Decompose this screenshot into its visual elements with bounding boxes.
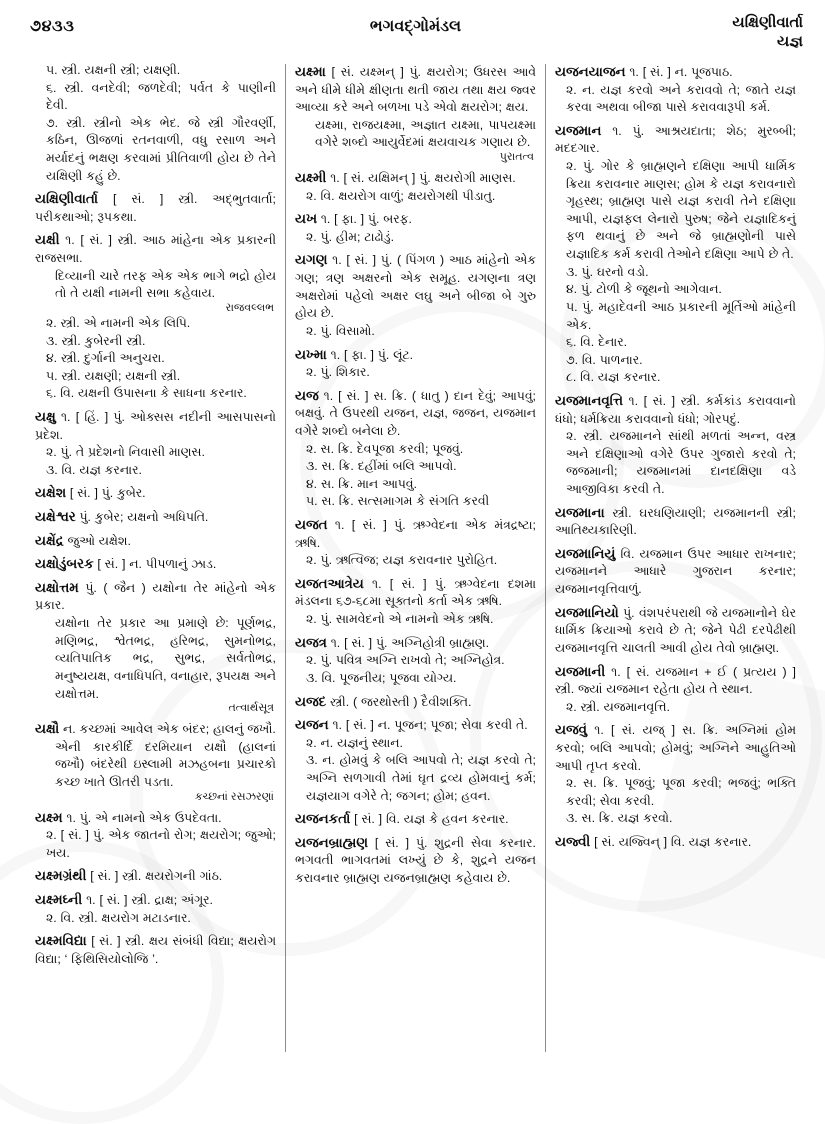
entry-sense: ૮. વિ. યજ્ઞ કરનાર. bbox=[566, 370, 661, 385]
headword: યક્ષિણીવાર્તા bbox=[35, 191, 99, 207]
entry-headword-line bbox=[555, 503, 796, 540]
headword: યક્ષૌ bbox=[35, 721, 60, 737]
entry-sense: ૨. સ્ત્રી. યજમાનવૃત્તિ. bbox=[566, 699, 670, 714]
entry-headword-line bbox=[35, 531, 276, 551]
dictionary-entry bbox=[555, 603, 796, 658]
headword: યજવું bbox=[555, 722, 587, 738]
dictionary-entry bbox=[555, 720, 796, 828]
entry-headword-line bbox=[555, 720, 796, 775]
running-head-main: યક્ષિણીવાર્તા bbox=[732, 14, 803, 31]
dictionary-entry bbox=[35, 483, 276, 503]
dictionary-entry bbox=[35, 554, 276, 574]
headword: યક્ષ્મા bbox=[295, 64, 326, 79]
entry-sense: ૪. સ. ક્રિ. માન આપવું. bbox=[306, 476, 417, 491]
definition-text: ૧. [ સં. ] સ્ત્રી. દ્રાક્ષ; અંગૂર. bbox=[82, 892, 213, 907]
source-attribution: રાજવલ્લભ bbox=[225, 301, 274, 314]
dictionary-entry bbox=[295, 515, 536, 570]
headword: યજનકર્તા bbox=[295, 811, 351, 827]
definition-text: [ સં. યજ્વિન્ ] વિ. યજ્ઞ કરનાર. bbox=[590, 834, 752, 849]
definition-text: [ સં. ] સ્ત્રી. ક્ષય સંબંધી વિદ્યા; ક્ષયરોગ વિદ્યા; ‘ ફિથિસિયોલોજિ ’. bbox=[35, 934, 276, 966]
entry-headword-line bbox=[555, 544, 796, 599]
entry-sense: ૨. વિ. સ્ત્રી. ક્ષયરોગ મટાડનાર. bbox=[46, 910, 191, 925]
entry-sense: ૩. ન. હોમવું કે બલિ આપવો તે; યજ્ઞ કરવો તે; અગ્નિ સળગાવી તેમાં ઘૃત દ્રવ્ય હોમવાનું કર્મ; યજ્ઞયાગ વગેરે તે; જગન; હોમ; હવન. bbox=[306, 753, 536, 803]
dictionary-entry bbox=[295, 250, 536, 340]
entry-headword-line bbox=[35, 507, 276, 527]
column-divider bbox=[285, 64, 286, 1052]
entry-headword-line bbox=[35, 808, 276, 828]
column-divider bbox=[545, 64, 546, 1052]
entry-sense: ૫. પું. મહાદેવની આઠ પ્રકારની મૂર્તિઓ માંહેની એક. bbox=[566, 299, 796, 332]
entry-sense: ૨. પું. સામવેદનો એ નામનો એક ઋષિ. bbox=[306, 612, 494, 627]
running-head-sub: યજ્ઞ bbox=[776, 32, 803, 50]
dictionary-entry bbox=[35, 719, 276, 803]
entry-sense: ૨. પું. ગોર કે બ્રાહ્મણને દક્ષિણા આપી ધાર્મિક ક્રિયા કરાવનાર માણસ; હોમ કે યજ્ઞ કરાવનારો ગૃહસ્થ; બ્રાહ્મણ પાસે યજ્ઞ કરાવી તેને દક્ષિણા આપી, યજ્ઞફલ લેનારો પુરુષ; જેને યજ્ઞાદિકનું ફળ થવાનું છે અને જે બ્રાહ્મણોની પાસે યજ્ઞાદિક કર્મ કરાવી તેઓને દક્ષિણા આપે છે તે. bbox=[566, 159, 796, 262]
dictionary-entry bbox=[295, 345, 536, 382]
headword: યજનબ્રાહ્મણ bbox=[295, 834, 368, 850]
dictionary-entry bbox=[295, 209, 536, 246]
dictionary-entry bbox=[295, 633, 536, 688]
entry-sense: ૫. સ્ત્રી. યક્ષની સ્ત્રી; યક્ષણી. bbox=[46, 63, 181, 77]
headword: યજનયાજન bbox=[555, 64, 626, 79]
entry-headword-line bbox=[295, 386, 536, 441]
dictionary-entry bbox=[555, 662, 796, 717]
definition-text: પું. કુબેર; યક્ષનો અધિપતિ. bbox=[75, 510, 209, 525]
column-3 bbox=[546, 62, 805, 1052]
entry-sense: ૪. પું. ટોળી કે જૂથનો આગેવાન. bbox=[566, 282, 722, 297]
entry-headword-line bbox=[295, 345, 536, 365]
headword: યજમાની bbox=[555, 663, 606, 679]
dictionary-entry bbox=[295, 692, 536, 712]
dictionary-entry bbox=[35, 931, 276, 968]
headword: યજમાન bbox=[555, 122, 602, 138]
entry-sense: ૬. વિ. યક્ષની ઉપાસના કે સાધના કરનાર. bbox=[46, 386, 247, 401]
entry-sense: ૭. વિ. પાળનાર. bbox=[566, 352, 643, 367]
dictionary-entry bbox=[555, 544, 796, 599]
entry-headword-line bbox=[555, 62, 796, 82]
entry-sense: ૫. સ્ત્રી. યક્ષણી; યક્ષની સ્ત્રી. bbox=[46, 368, 181, 383]
headword: યક્ષેંદ્ર bbox=[35, 532, 64, 548]
entry-sense: ૭. સ્ત્રી. સ્ત્રીનો એક ભેદ. જે સ્ત્રી ગૌરવર્ણી, કઠિન, ઊજળાં રતનવાળી, વધુ રસાળ અને મર્યાદનું ભક્ષણ કરવામાં પ્રીતિવાળી હોય છે તેને યક્ષિણી કહું છે. bbox=[46, 115, 276, 183]
entry-headword-line bbox=[35, 890, 276, 910]
headword: યખ્મા bbox=[295, 346, 327, 362]
dictionary-entry bbox=[555, 121, 796, 387]
headword: યજમાના bbox=[555, 504, 605, 520]
headword: યક્ષ્મી bbox=[295, 170, 327, 186]
definition-text: વિ. યજમાન ઉપર આધાર રાખનાર; યજમાનને આધારે ગુજરાન કરનાર; યજમાનવૃત્તિવાળું. bbox=[555, 546, 796, 597]
entry-headword-line bbox=[555, 391, 796, 428]
entry-headword-line bbox=[295, 833, 536, 888]
entry-headword-line bbox=[35, 866, 276, 886]
entry-sense: ૨. વિ. ક્ષયરોગ વાળું; ક્ષયરોગથી પીડાતુ. bbox=[306, 188, 496, 203]
definition-text: ન. કચ્છમાં આવેલ એક બંદર; હાલનું જખૌ. bbox=[59, 722, 276, 737]
entry-sense: ૨. પું. હીમ; ટાઢોડું. bbox=[306, 229, 395, 244]
source-attribution: પુરાતત્વ bbox=[499, 151, 534, 164]
dictionary-entry bbox=[555, 391, 796, 499]
headword: યક્ષેશ bbox=[35, 485, 67, 501]
dictionary-entry bbox=[35, 578, 276, 715]
dictionary-entry bbox=[35, 62, 276, 185]
definition-text: ૧. [ સં. ] પું. ઋગ્વેદના એક મંત્રદ્રષ્ટા; ઋષિ. bbox=[295, 518, 536, 550]
entry-citation: એની કારકીર્દિ દરમિયાન યક્ષૌ (હાલનાં જખૌ) બંદરેથી ઇસ્લામી મઝહબના પ્રચારકો કચ્છ ખાતે ઊતરી પડતા. bbox=[55, 739, 276, 789]
definition-text: જુઓ યક્ષેશ. bbox=[63, 533, 131, 548]
definition-text: ૧. [ હિં. ] પું. ઓક્સસ નદીની આસપાસનો પ્રદેશ. bbox=[35, 409, 276, 442]
definition-text: પું. વંશપરંપરાથી જે યજમાનોને ઘેર ધાર્મિક ક્રિયાઓ કરાવે છે તે; જેને પેઢી દરપેઢીથી યજમાનવૃત્તિ ચાલતી આવી હોય તેવો બ્રાહ્મણ. bbox=[555, 605, 796, 655]
entry-sense: ૨. પું. શિકાર. bbox=[306, 365, 370, 380]
entry-sense: ૨. પું. ઋત્વિજ; યજ્ઞ કરાવનાર પુરોહિત. bbox=[306, 553, 498, 568]
dictionary-entry bbox=[295, 168, 536, 205]
definition-text: પું. ( જૈન ) યક્ષોના તેર માંહેનો એક પ્રકાર. bbox=[35, 580, 276, 613]
definition-text: [ સં. ] પું. શુદ્રની સેવા કરનાર. ભગવતી ભાગવતમાં લખ્યું છે કે, શુદ્રને યજન કરાવનાર બ્રાહ્મણ યજનબ્રાહ્મણ કહેવાય છે. bbox=[295, 835, 536, 885]
entry-headword-line bbox=[295, 515, 536, 552]
entry-sense: ૨. પું. પવિત્ર અગ્નિ રાખવો તે; અગ્નિહોત્ર. bbox=[306, 653, 505, 668]
definition-text: ૧. [ ફા. ] પું. લૂંટ. bbox=[326, 347, 414, 362]
dictionary-entry bbox=[295, 62, 536, 164]
dictionary-entry bbox=[295, 386, 536, 511]
definition-text: [ સં. ] સ્ત્રી. ક્ષયરોગની ગાંઠ. bbox=[86, 869, 223, 884]
headword: યગણ bbox=[295, 252, 328, 268]
definition-text: ૧. [ સં. યજમાન + ઈ ( પ્રત્યય ) ] સ્ત્રી. જ્યાં યજમાન રહેતા હોય તે સ્થાન. bbox=[555, 664, 796, 697]
entry-sense: ૨. સ્ત્રી. એ નામની એક લિપિ. bbox=[46, 315, 191, 330]
entry-sense: ૨. પું. તે પ્રદેશનો નિવાસી માણસ. bbox=[46, 445, 205, 460]
dictionary-entry bbox=[35, 507, 276, 527]
dictionary-entry bbox=[295, 809, 536, 829]
definition-text: સ્ત્રી. ( જરથોસ્તી ) દૈવીશક્તિ. bbox=[326, 694, 472, 709]
definition-text: [ સં. યક્ષ્મન્ ] પું. ક્ષયરોગ; ઉધરસ આવે અને ધીમે ધીમે ક્ષીણતા થતી જાય તથા ક્ષય જ્વર આવ્યા કરે અને બળખા પડે એવો ક્ષયરોગ; ક્ષય. bbox=[295, 65, 536, 115]
entry-sense: ૬. વિ. દેનાર. bbox=[566, 335, 628, 350]
headword: યખ bbox=[295, 211, 317, 227]
entry-headword-line bbox=[35, 189, 276, 226]
entry-sense: ૩. વિ. યજ્ઞ કરનાર. bbox=[46, 462, 142, 477]
definition-text: ૧. [ ફા. ] પું. બરફ. bbox=[316, 212, 412, 227]
definition-text: ૧. [ સં. ] સ. ક્રિ. ( ધાતુ ) દાન દેવું; આપવું; બક્ષવું. તે ઉપરથી યજન, યજ્ઞ, જજન, યજમાન વગેરે શબ્દો બનેલા છે. bbox=[295, 388, 536, 438]
entry-sense: ૨. સ્ત્રી. યજમાનને સાંથી મળતાં અન્ન, વસ્ત્ર અને દક્ષિણાઓ વગેરે ઉપર ગુજારો કરવો તે; જજમાની; યજમાનમાં દાનદક્ષિણા વડે આજીવિકા કરવી તે. bbox=[566, 429, 796, 497]
entry-headword-line bbox=[555, 603, 796, 658]
dictionary-entry bbox=[555, 832, 796, 852]
entry-headword-line bbox=[35, 407, 276, 444]
headword: યક્ષી bbox=[35, 232, 60, 248]
headword: યક્ષોડુંબરક bbox=[35, 556, 94, 572]
entry-headword-line bbox=[35, 931, 276, 968]
entry-sense: ૨. સ. ક્રિ. પૂજવું; પૂજા કરવી; ભજવું; ભક્તિ કરવી; સેવા કરવી. bbox=[566, 776, 796, 808]
headword: યજન bbox=[295, 717, 329, 733]
definition-text: ૧. [ સં. ] સ્ત્રી. આઠ માંહેના એક પ્રકારની રાજસભા. bbox=[35, 233, 276, 266]
entry-citation: દિવ્યાની ચારે તરફ એક એક ભાગે ભદ્રો હોય તો તે યક્ષી નામની સભા કહેવાય. bbox=[55, 268, 276, 301]
dictionary-entry bbox=[35, 230, 276, 402]
entry-headword-line bbox=[35, 554, 276, 574]
entry-headword-line bbox=[295, 250, 536, 322]
headword: યજત bbox=[295, 517, 328, 533]
entry-headword-line bbox=[295, 692, 536, 712]
entry-headword-line bbox=[35, 719, 276, 739]
entry-sense: ૨. સ. ક્રિ. દેવપૂજા કરવી; પૂજવું. bbox=[306, 441, 464, 456]
definition-text: [ સં. ] સ્ત્રી. અદ્ભુતવાર્તા; પરીકથાઓ; રૂપકથા. bbox=[35, 192, 276, 224]
running-head bbox=[732, 14, 803, 52]
headword: યક્ષ્મગ્રંથી bbox=[35, 868, 87, 884]
entry-sense: ૨. પું. વિસામો. bbox=[306, 323, 375, 338]
definition-text: ૧. [ સં. યજ્ ] સ. ક્રિ. અગ્નિમાં હોમ કરવો; બલિ આપવો; હોમવું; અગ્નિને આહુતિઓ આપી તૃપ્ત કરવો. bbox=[555, 723, 796, 773]
entry-sense: ૩. સ. ક્રિ. દહીંમાં બલિ આપવો. bbox=[306, 459, 457, 474]
headword: યક્ષ્મ bbox=[35, 809, 63, 825]
dictionary-entry bbox=[35, 407, 276, 479]
entry-citation: યક્ષોના તેર પ્રકાર આ પ્રમાણે છે: પૂર્ણભદ્ર, મણિભદ્ર, શ્વેતભદ્ર, હરિભદ્ર, સુમનોભદ્ર, વ્યતિપાતિક ભદ્ર, સુભદ્ર, સર્વતોભદ્ર, મનુષ્યયક્ષ, વનાધિપતિ, વનાહાર, રૂપયક્ષ અને યક્ષોત્તમ. bbox=[55, 616, 276, 701]
entry-headword-line bbox=[35, 483, 276, 503]
headword: યજતઆત્રેય bbox=[295, 575, 364, 591]
entry-sense: ૨. ન. યજ્ઞનું સ્થાન. bbox=[306, 735, 403, 750]
definition-text: [ સં. ] વિ. યજ્ઞ કે હવન કરનાર. bbox=[350, 812, 509, 827]
dictionary-entry bbox=[35, 531, 276, 551]
book-title: ભગવદ્ગોમંડલ bbox=[369, 18, 462, 35]
definition-text: ૧. [ સં. ] પું. અગ્નિહોત્રી બ્રાહ્મણ. bbox=[326, 635, 490, 650]
definition-text: ૧. પું. આશ્રયદાતા; શેઠ; મુરબ્બી; મદદગાર. bbox=[555, 123, 796, 156]
headword: યક્ષ્મઘ્ની bbox=[35, 891, 83, 907]
definition-text: ૧. [ સં. ] પું. ( પિંગળ ) આઠ માંહેનો એક ગણ; ત્રણ અક્ષરનો એક સમૂહ. યગણના ત્રણ અક્ષરોમાં પહેલો અક્ષર લઘુ અને બીજા બે ગુરુ હોય છે. bbox=[295, 253, 536, 321]
dictionary-entry bbox=[555, 62, 796, 117]
columns-container bbox=[26, 62, 805, 1052]
definition-text: [ સં. ] પું. કુબેર. bbox=[66, 486, 146, 501]
entry-sense: ૨. [ સં. ] પું. એક જાતનો રોગ; ક્ષયરોગ; જુઓ; ખય. bbox=[46, 828, 276, 860]
definition-text: ૧. પું. એ નામનો એક ઉપદેવતા. bbox=[62, 810, 222, 825]
dictionary-entry bbox=[295, 833, 536, 888]
dictionary-entry bbox=[35, 189, 276, 226]
entry-sense: ૫. સ. ક્રિ. સત્સમાગમ કે સંગતિ કરવી bbox=[306, 494, 490, 509]
definition-text: ૧. [ સં. ] સ્ત્રી. કર્મકાંડ કરાવવાનો ધંધો; ધર્મક્રિયા કરાવવાનો ધંધો; ગોરપદું. bbox=[555, 393, 796, 426]
headword: યજમાનવૃત્તિ bbox=[555, 392, 623, 408]
headword: યજત્ર bbox=[295, 634, 327, 650]
entry-headword-line bbox=[35, 578, 276, 615]
dictionary-entry bbox=[555, 503, 796, 540]
entry-headword-line bbox=[295, 62, 536, 117]
source-attribution: તત્વાર્થસૂત્ર bbox=[228, 702, 274, 715]
headword: યજ્વી bbox=[555, 833, 591, 849]
definition-text: [ સં. ] ન. પીપળાનું ઝાડ. bbox=[93, 557, 217, 572]
entry-headword-line bbox=[555, 121, 796, 158]
dictionary-entry bbox=[35, 890, 276, 927]
entry-headword-line bbox=[295, 209, 536, 229]
definition-text: ૧. [ સં. ] ન. પૂજન; પૂજા; સેવા કરવી તે. bbox=[328, 718, 528, 733]
column-2 bbox=[286, 62, 545, 1052]
headword: યક્ષોત્તમ bbox=[35, 579, 79, 595]
dictionary-entry bbox=[35, 808, 276, 863]
entry-sense: ૩. સ્ત્રી. કુબેરની સ્ત્રી. bbox=[46, 333, 146, 348]
source-attribution: કચ્છનાં રસઝરણાં bbox=[194, 790, 274, 803]
definition-text: ૧. [ સં. ] ન. પૂજપાઠ. bbox=[625, 65, 733, 79]
entry-headword-line bbox=[295, 715, 536, 735]
dictionary-entry bbox=[295, 574, 536, 629]
dictionary-entry bbox=[295, 715, 536, 805]
entry-headword-line bbox=[555, 662, 796, 699]
entry-sense: ૬. સ્ત્રી. વનદેવી; જળદેવી; પર્વત કે પાણીની દેવી. bbox=[46, 80, 276, 113]
entry-sense: ૩. સ. ક્રિ. યજ્ઞ કરવો. bbox=[566, 811, 673, 826]
entry-headword-line bbox=[555, 832, 796, 852]
entry-sense: ૩. વિ. પૂજનીય; પૂજવા યોગ્ય. bbox=[306, 670, 457, 685]
entry-headword-line bbox=[295, 168, 536, 188]
entry-sense: ૩. પું. ઘરનો વડો. bbox=[566, 264, 649, 279]
headword: યજ bbox=[295, 387, 319, 403]
headword: યજદ bbox=[295, 693, 327, 709]
definition-text: સ્ત્રી. ઘરધણિયાણી; યજમાનની સ્ત્રી; આતિથ્યકારિણી. bbox=[555, 505, 796, 538]
dictionary-entry bbox=[35, 866, 276, 886]
entry-sense: ૪. સ્ત્રી. દુર્ગાની અનુચરા. bbox=[46, 351, 165, 366]
entry-citation: યક્ષ્મા, રાજયક્ષ્મા, અજ્ઞાત યક્ષ્મા, પાપયક્ષ્મા વગેરે શબ્દો આયુર્વેદમાં ક્ષયવાચક ગણાય છે. bbox=[315, 117, 536, 150]
entry-sense: ૨. ન. યજ્ઞ કરવો અને કરાવવો તે; જાતે યજ્ઞ કરવા અથવા બીજા પાસે કરાવવારૂપી કર્મ. bbox=[566, 82, 796, 115]
entry-headword-line bbox=[295, 574, 536, 611]
definition-text: ૧. [ સં. ] પું. ઋગ્વેદના દશમા મંડલના ૬૭-૬૮મા સૂક્તનો કર્તા એક ઋષિ. bbox=[295, 576, 536, 609]
headword: યક્ષ્મવિદ્યા bbox=[35, 933, 87, 949]
headword: યક્ષેશ્વર bbox=[35, 509, 76, 525]
column-1 bbox=[26, 62, 285, 1052]
page-number: ૭૪૩૩ bbox=[30, 18, 75, 35]
page-header bbox=[28, 14, 803, 60]
definition-text: ૧. [ સં. યક્ષિમન્ ] પું. ક્ષયરોગી માણસ. bbox=[326, 171, 516, 186]
entry-headword-line bbox=[295, 809, 536, 829]
headword: યજમાનિયો bbox=[555, 604, 619, 620]
entry-headword-line bbox=[295, 633, 536, 653]
headword: યક્ષુ bbox=[35, 408, 56, 424]
headword: યજમાનિયું bbox=[555, 545, 616, 561]
entry-headword-line bbox=[35, 230, 276, 267]
